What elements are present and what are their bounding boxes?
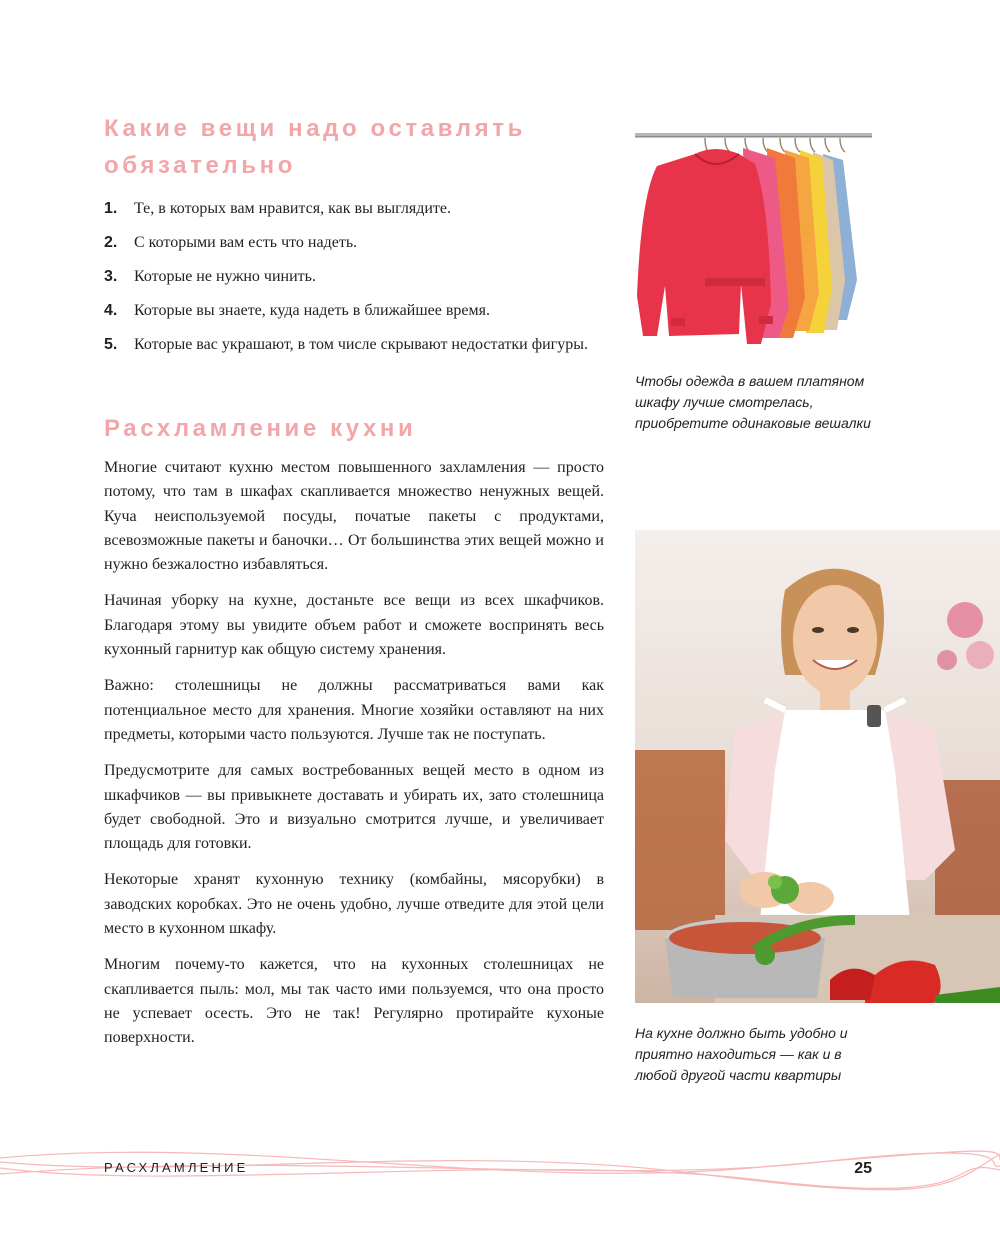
clothes-photo-caption: Чтобы одежда в вашем платяном шкафу лучше смотрелась, приобретите одинаковые вешалки [635, 373, 871, 431]
paragraph: Некоторые хранят кухонную технику (комбайны, мясорубки) в заводских коробках. Это не очень удобно, лучше отведите для этой цели место в кухонном шкафу. [104, 871, 604, 938]
paragraph: Многим почему-то кажется, что на кухонных столешницах не скапливается пыль: мол, мы так часто ими пользуемся, что она просто не успевает осесть. Это не так! Регулярно протирайте кухоные поверхности. [104, 956, 604, 1047]
list-item [104, 197, 594, 221]
list-item [104, 333, 594, 357]
list-item [104, 299, 594, 323]
footer-section-label: РАСХЛАМЛЕНИЕ [104, 1160, 249, 1175]
list-item-text: Те, в которых вам нравится, как вы выглядите. [134, 200, 452, 217]
paragraph: Начиная уборку на кухне, достаньте все вещи из всех шкафчиков. Благодаря этому вы увидите объем работ и сможете воспринять весь кухонный гарнитур как общую систему хранения. [104, 592, 604, 659]
list-item-text: Которые вы знаете, куда надеть в ближайшее время. [134, 302, 490, 319]
list-item-number: 2. [104, 234, 118, 251]
page-number: 25 [854, 1160, 872, 1177]
section-heading-kitchen: Расхламление кухни [104, 415, 417, 442]
list-item-text: Которые вас украшают, в том числе скрывают недостатки фигуры. [134, 336, 588, 353]
list-item-number: 5. [104, 336, 118, 353]
list-item [104, 231, 594, 255]
keep-items-list [104, 197, 594, 367]
kitchen-body-text [104, 456, 604, 1063]
list-item [104, 265, 594, 289]
kitchen-photo-caption: На кухне должно быть удобно и приятно находиться — как и в любой другой части квартиры [635, 1025, 848, 1083]
kitchen-woman-photo [635, 530, 1000, 1003]
paragraph: Предусмотрите для самых востребованных вещей место в одном из шкафчиков — вы привыкнете доставать и убирать их, зато столешница будет свободной. Это и визуально смотрится лучше, и увеличивает площадь для готовки. [104, 762, 604, 853]
paragraph: Многие считают кухню местом повышенного захламления — просто потому, что там в шкафах скапливается множество ненужных вещей. Куча неиспользуемой посуды, початые пакеты с продуктами, всевозможные пакеты и баночки… От большинства этих вещей можно и нужно безжалостно избавляться. [104, 459, 604, 574]
list-item-text: Которые не нужно чинить. [134, 268, 316, 285]
list-item-number: 1. [104, 200, 118, 217]
list-item-text: С которыми вам есть что надеть. [134, 234, 358, 251]
list-item-number: 3. [104, 268, 118, 285]
clothes-rack-photo [635, 128, 872, 350]
paragraph: Важно: столешницы не должны рассматриваться вами как потенциальное место для хранения. Многие хозяйки оставляют на них предметы, которыми часто пользуются. Лучше так не поступать. [104, 677, 604, 743]
list-item-number: 4. [104, 302, 118, 319]
section-heading-keep-items: Какие вещи надо оставлять обязательно [104, 115, 526, 179]
